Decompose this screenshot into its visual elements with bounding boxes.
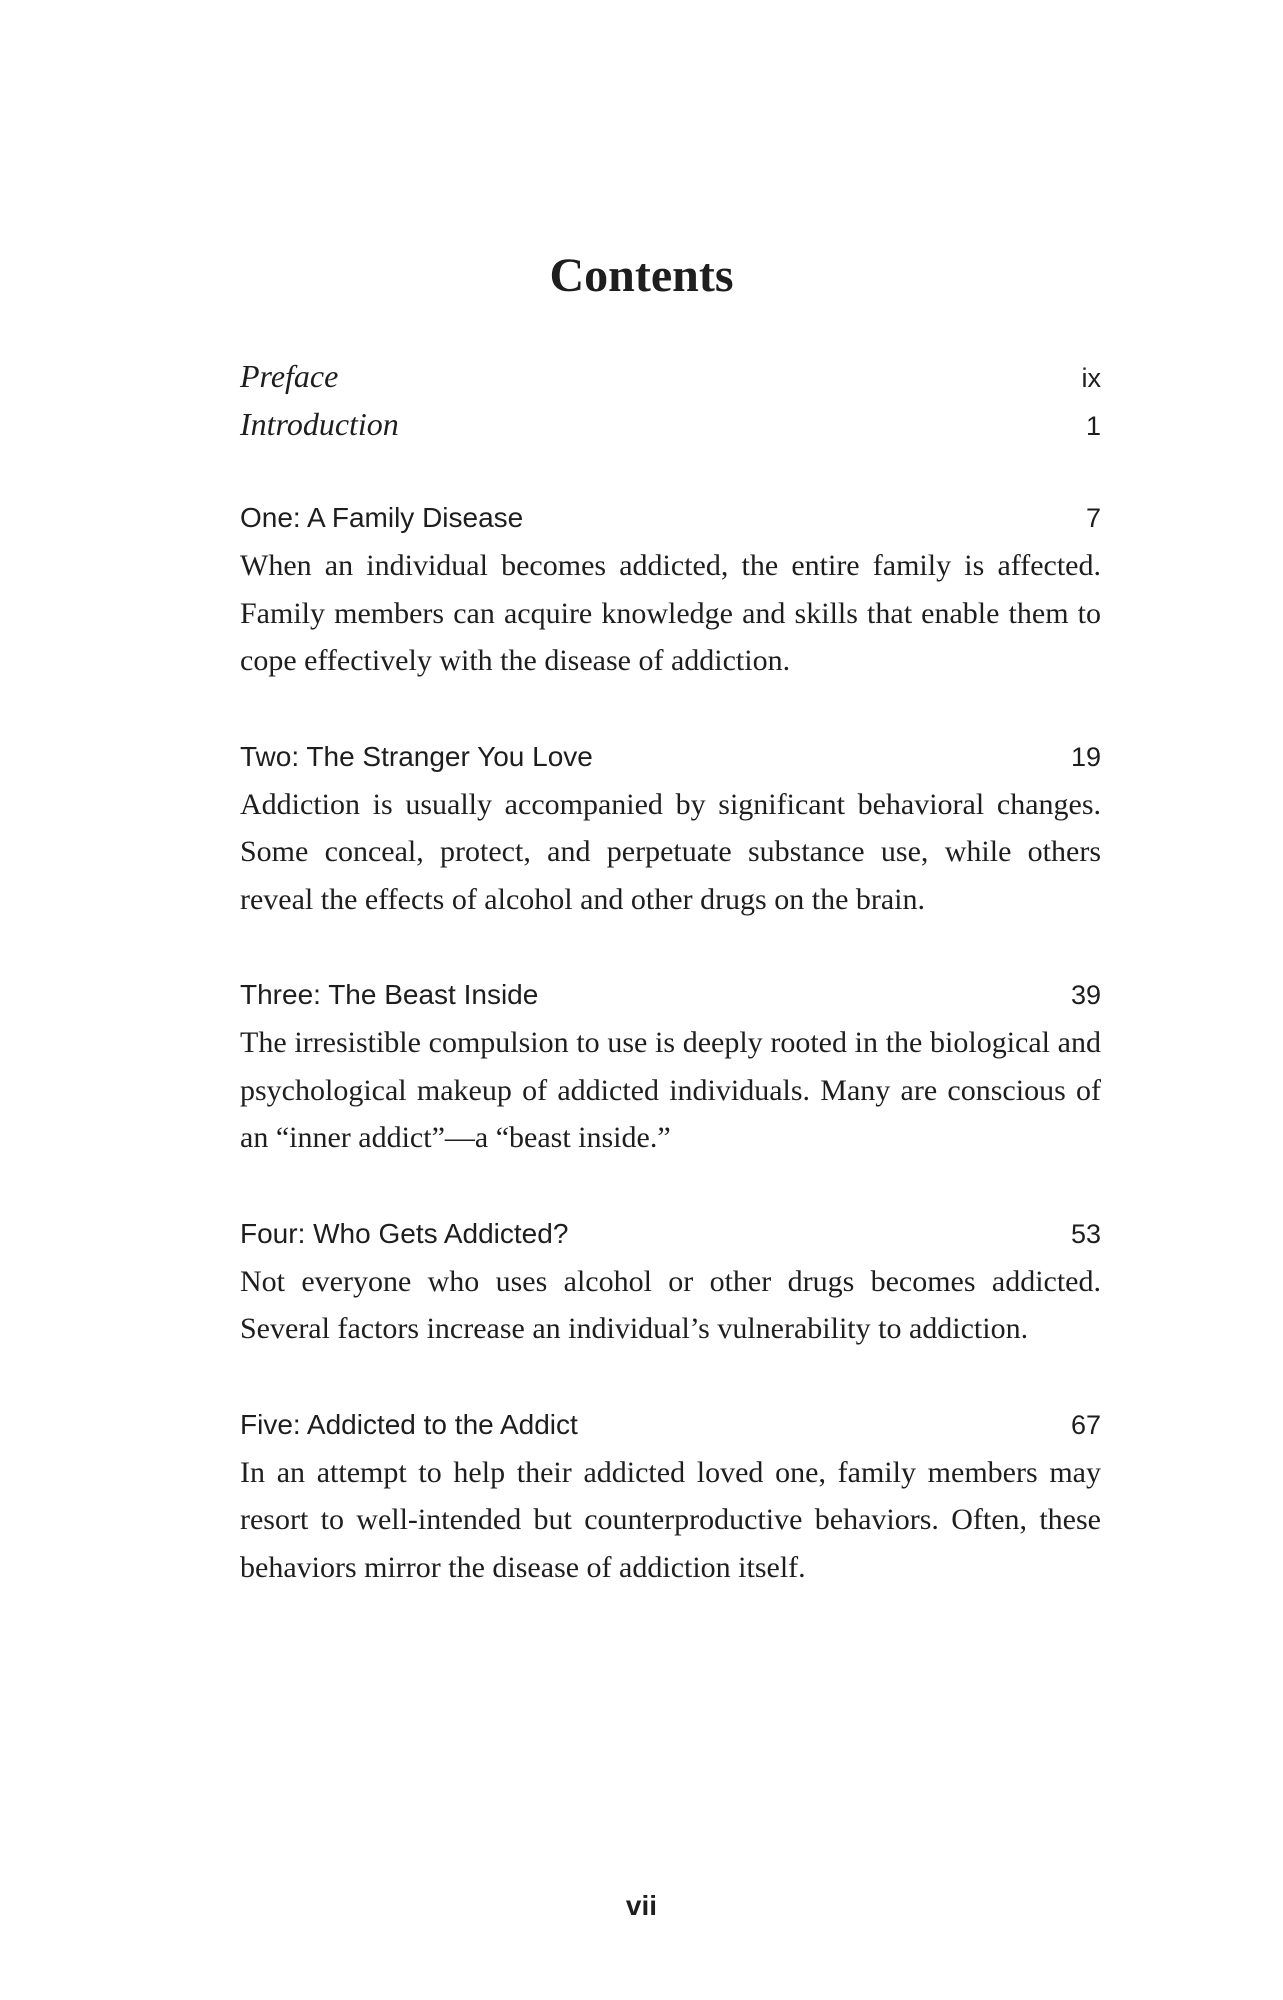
- chapter-heading[interactable]: [240, 733, 1101, 781]
- chapter-description: Addiction is usually accompanied by significant behavioral changes. Some conceal, protect, and perpetuate substance use, while others reveal the effects of alcohol and other drugs on the brain.: [240, 787, 1101, 916]
- chapter-description: The irresistible compulsion to use is deeply rooted in the biological and psychological makeup of addicted individuals. Many are conscious of an “inner addict”—a “beast inside.”: [240, 1026, 1101, 1154]
- chapter-entry-five: [240, 1401, 1101, 1592]
- toc-entry-page: ix: [1081, 363, 1101, 393]
- toc-entry-page: 1: [1085, 411, 1101, 441]
- chapter-description: Not everyone who uses alcohol or other drugs becomes addicted. Several factors increase an individual’s vulnerability to addiction.: [240, 1264, 1101, 1345]
- chapter-description: In an attempt to help their addicted loved one, family members may resort to well-intended but counterproductive behaviors. Often, these behaviors mirror the disease of addiction itself.: [240, 1455, 1101, 1584]
- chapter-title: Four: Who Gets Addicted?: [240, 1217, 569, 1249]
- chapter-list: [240, 494, 1101, 1591]
- chapter-title: Five: Addicted to the Addict: [240, 1408, 578, 1440]
- chapter-page: 53: [1070, 1218, 1101, 1249]
- chapter-heading[interactable]: [240, 1210, 1101, 1258]
- chapter-entry-two: [240, 733, 1101, 924]
- toc-entry-title: Preface: [240, 358, 339, 394]
- toc-entry-preface[interactable]: [240, 352, 1101, 400]
- toc-entry-title: Introduction: [240, 406, 399, 442]
- chapter-heading[interactable]: [240, 494, 1101, 542]
- chapter-page: 7: [1085, 503, 1101, 533]
- chapter-description: When an individual becomes addicted, the entire family is affected. Family members can acquire knowledge and skills that enable them to cope effectively with the disease of addiction.: [240, 549, 1101, 677]
- chapter-title: Two: The Stranger You Love: [240, 740, 593, 772]
- chapter-entry-one: [240, 494, 1101, 685]
- page-title: Contents: [549, 249, 734, 302]
- chapter-title: One: A Family Disease: [240, 502, 524, 533]
- chapter-title: Three: The Beast Inside: [240, 979, 539, 1010]
- chapter-entry-four: [240, 1210, 1101, 1353]
- chapter-page: 19: [1070, 741, 1101, 772]
- chapter-entry-three: [240, 971, 1101, 1162]
- table-of-contents: [240, 352, 1101, 1639]
- toc-entry-introduction[interactable]: [240, 400, 1101, 448]
- chapter-page: 39: [1070, 980, 1101, 1010]
- chapter-heading[interactable]: [240, 1401, 1101, 1449]
- page-number: vii: [625, 1890, 658, 1921]
- chapter-page: 67: [1070, 1409, 1101, 1440]
- chapter-heading[interactable]: [240, 971, 1101, 1019]
